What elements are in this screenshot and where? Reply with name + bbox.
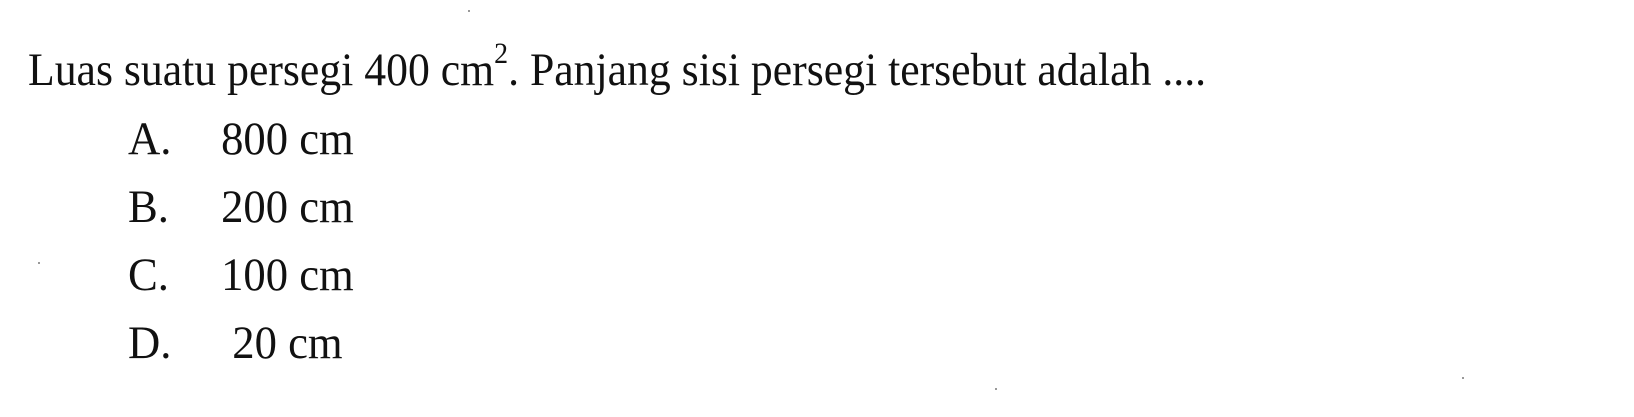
question-text bbox=[28, 37, 1207, 100]
option-b-value: 200 cm bbox=[221, 181, 354, 233]
scan-speck bbox=[995, 388, 997, 390]
option-c-letter: C. bbox=[128, 249, 169, 301]
option-d-value: 20 cm bbox=[221, 317, 343, 369]
scan-speck bbox=[468, 10, 470, 12]
question-text-before: Luas suatu persegi 400 cm bbox=[28, 44, 495, 96]
option-d[interactable] bbox=[128, 309, 354, 377]
scan-speck bbox=[1462, 377, 1464, 379]
question-superscript: 2 bbox=[494, 37, 509, 70]
option-b[interactable] bbox=[128, 173, 354, 241]
option-d-letter: D. bbox=[128, 317, 172, 369]
scan-speck bbox=[38, 262, 40, 264]
option-c-value: 100 cm bbox=[221, 249, 354, 301]
option-a-letter: A. bbox=[128, 113, 172, 165]
option-c[interactable] bbox=[128, 241, 354, 309]
answer-options bbox=[128, 105, 354, 377]
option-a-value: 800 cm bbox=[221, 113, 354, 165]
question-text-after: . Panjang sisi persegi tersebut adalah .... bbox=[508, 44, 1207, 96]
option-b-letter: B. bbox=[128, 181, 169, 233]
option-a[interactable] bbox=[128, 105, 354, 173]
